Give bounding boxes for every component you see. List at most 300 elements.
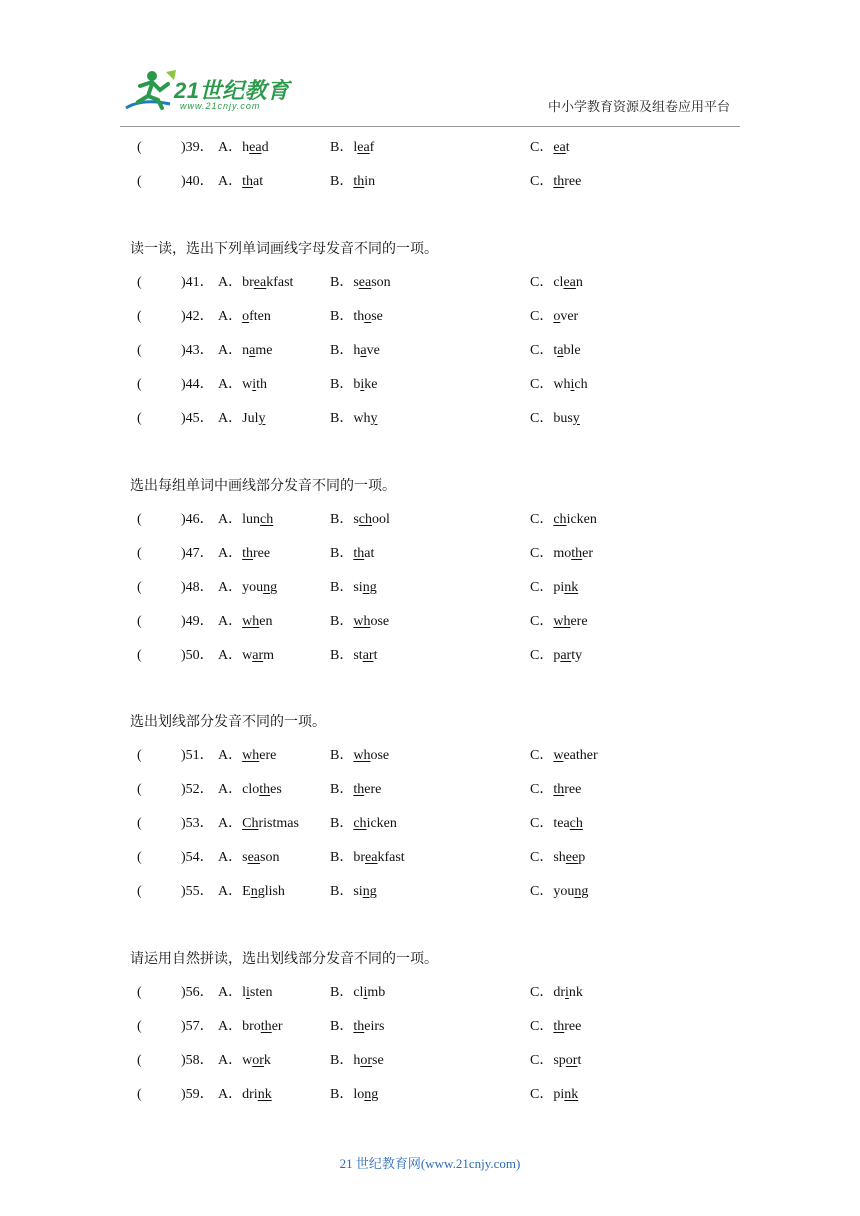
question-number: )44． [181, 377, 214, 392]
option-c [530, 305, 578, 329]
word-part: t [565, 140, 570, 155]
answer-blank[interactable]: ( [137, 512, 142, 527]
word-part: kfast [377, 850, 405, 865]
option-a [218, 136, 269, 160]
word-part: icken [366, 816, 397, 831]
underlined-letters: wh [242, 614, 260, 629]
word-part: l [242, 985, 247, 1000]
option-letter: B． [330, 140, 354, 155]
underlined-letters: ng [263, 580, 278, 595]
option-c [530, 170, 581, 194]
option-letter: C． [530, 275, 554, 290]
word-part: kfast [266, 275, 294, 290]
option-a [218, 812, 299, 836]
option-letter: A． [218, 309, 243, 324]
underlined-letters: i [360, 377, 365, 392]
underlined-letters: ch [260, 512, 274, 527]
word-part: en [259, 614, 273, 629]
option-a [218, 744, 276, 768]
word-part: b [353, 377, 361, 392]
underlined-letters: i [252, 377, 257, 392]
underlined-letters: ch [569, 816, 583, 831]
word-part: d [261, 140, 269, 155]
option-letter: A． [218, 377, 243, 392]
option-a [218, 846, 279, 870]
word-part: f [369, 140, 375, 155]
underlined-letters: th [553, 174, 565, 189]
option-a [218, 576, 277, 600]
answer-blank[interactable]: ( [137, 748, 142, 763]
word-part: bus [553, 411, 573, 426]
word-part: cl [553, 275, 564, 290]
answer-blank[interactable]: ( [137, 275, 142, 290]
option-letter: C． [530, 309, 554, 324]
underlined-letters: wh [553, 614, 571, 629]
answer-blank[interactable]: ( [137, 309, 142, 324]
word-part: w [242, 1053, 253, 1068]
underlined-letters: ea [357, 140, 370, 155]
underlined-letters: ng [364, 1087, 379, 1102]
question-number: )54． [181, 850, 214, 865]
word-part: er [582, 546, 594, 561]
word-part: w [242, 648, 253, 663]
underlined-letters: ea [563, 275, 576, 290]
underlined-letters: w [553, 748, 564, 763]
option-letter: C． [530, 884, 554, 899]
question-row [0, 508, 860, 532]
word-part: p [553, 648, 561, 663]
underlined-letters: th [353, 1019, 365, 1034]
question-number: )46． [181, 512, 214, 527]
answer-blank[interactable]: ( [137, 1087, 142, 1102]
word-part: eirs [364, 1019, 385, 1034]
option-letter: C． [530, 411, 554, 426]
word-part: Jul [242, 411, 259, 426]
word-part: lo [353, 1087, 365, 1102]
option-letter: A． [218, 748, 243, 763]
word-part: br [353, 850, 366, 865]
question-row [0, 1083, 860, 1107]
word-part: bro [242, 1019, 261, 1034]
question-row [0, 542, 860, 566]
option-letter: A． [218, 343, 243, 358]
option-c [530, 981, 583, 1005]
answer-blank[interactable]: ( [137, 1053, 142, 1068]
option-letter: A． [218, 174, 243, 189]
question-row [0, 610, 860, 634]
answer-blank[interactable]: ( [137, 850, 142, 865]
option-letter: B． [330, 748, 354, 763]
word-part: me [255, 343, 273, 358]
answer-blank[interactable]: ( [137, 546, 142, 561]
answer-blank[interactable]: ( [137, 884, 142, 899]
option-b [330, 271, 391, 295]
question-number: )56． [181, 985, 214, 1000]
underlined-letters: o [364, 309, 372, 324]
option-letter: C． [530, 512, 554, 527]
header-divider [120, 126, 740, 127]
underlined-letters: ea [553, 140, 566, 155]
answer-blank[interactable]: ( [137, 140, 142, 155]
option-letter: B． [330, 1019, 354, 1034]
option-c [530, 778, 581, 802]
word-part: ree [564, 174, 582, 189]
option-c [530, 407, 580, 431]
option-letter: B． [330, 884, 354, 899]
underlined-letters: ea [249, 140, 262, 155]
option-a [218, 1083, 272, 1107]
underlined-letters: i [570, 377, 575, 392]
option-a [218, 407, 265, 431]
question-number: )41． [181, 275, 214, 290]
question-number: )50． [181, 648, 214, 663]
word-part: at [364, 546, 375, 561]
question-number: )59． [181, 1087, 214, 1102]
underlined-letters: nk [564, 1087, 579, 1102]
logo-text: 21世纪教育 [174, 78, 290, 103]
option-letter: C． [530, 985, 554, 1000]
word-part: nk [568, 985, 583, 1000]
option-letter: B． [330, 816, 354, 831]
question-number: )45． [181, 411, 214, 426]
option-letter: A． [218, 884, 243, 899]
option-letter: C． [530, 816, 554, 831]
word-part: es [270, 782, 282, 797]
underlined-letters: ea [365, 850, 378, 865]
underlined-letters: nk [257, 1087, 272, 1102]
underlined-letters: th [353, 782, 365, 797]
option-letter: A． [218, 580, 243, 595]
option-letter: B． [330, 309, 354, 324]
underlined-letters: ch [353, 816, 367, 831]
underlined-letters: wh [353, 748, 371, 763]
word-part: clo [242, 782, 260, 797]
logo [122, 68, 292, 118]
option-b [330, 981, 385, 1005]
word-part: mb [367, 985, 386, 1000]
option-letter: B． [330, 275, 354, 290]
word-part: er [271, 1019, 283, 1034]
option-letter: C． [530, 546, 554, 561]
option-a [218, 542, 270, 566]
option-b [330, 644, 377, 668]
question-row [0, 373, 860, 397]
question-number: )48． [181, 580, 214, 595]
option-letter: C． [530, 748, 554, 763]
word-part: ree [564, 1019, 582, 1034]
option-letter: A． [218, 1053, 243, 1068]
underlined-letters: o [553, 309, 561, 324]
underlined-letters: ar [252, 648, 264, 663]
option-b [330, 305, 383, 329]
option-letter: A． [218, 275, 243, 290]
word-part: ch [574, 377, 588, 392]
option-b [330, 846, 405, 870]
option-c [530, 1049, 581, 1073]
question-number: )40． [181, 174, 214, 189]
word-part: pi [553, 1087, 565, 1102]
word-part: h [353, 1053, 361, 1068]
word-part: s [242, 850, 248, 865]
header-tagline: 中小学教育资源及组卷应用平台 [547, 99, 730, 114]
underlined-letters: th [571, 546, 583, 561]
option-a [218, 305, 271, 329]
word-part: E [242, 884, 251, 899]
option-a [218, 373, 267, 397]
option-b [330, 373, 377, 397]
footer: 21 世纪教育网(www.21cnjy.com) [339, 1156, 521, 1171]
option-c [530, 812, 583, 836]
underlined-letters: wh [242, 748, 260, 763]
underlined-letters: th [259, 782, 271, 797]
word-part: ften [249, 309, 271, 324]
answer-blank[interactable]: ( [137, 1019, 142, 1034]
option-letter: C． [530, 782, 554, 797]
question-row [0, 136, 860, 160]
option-letter: B． [330, 782, 354, 797]
option-a [218, 644, 274, 668]
answer-blank[interactable]: ( [137, 985, 142, 1000]
section-heading: 选出每组单词中画线部分发音不同的一项。 [130, 479, 396, 494]
underlined-letters: ar [560, 648, 572, 663]
word-part: n [575, 275, 583, 290]
option-letter: C． [530, 1053, 554, 1068]
word-part: ree [564, 782, 582, 797]
option-letter: C． [530, 377, 554, 392]
option-letter: B． [330, 512, 354, 527]
underlined-letters: or [360, 1053, 373, 1068]
word-part: s [353, 275, 359, 290]
word-part: lun [242, 512, 261, 527]
question-row [0, 846, 860, 870]
option-c [530, 1083, 578, 1107]
question-row [0, 778, 860, 802]
option-c [530, 542, 593, 566]
word-part: th [256, 377, 268, 392]
option-letter: C． [530, 343, 554, 358]
option-letter: B． [330, 614, 354, 629]
word-part: ere [364, 782, 382, 797]
word-part: ere [259, 748, 277, 763]
word-part: ve [366, 343, 380, 358]
word-part: ere [570, 614, 588, 629]
option-a [218, 1015, 283, 1039]
underlined-letters: i [363, 985, 368, 1000]
option-b [330, 542, 374, 566]
option-letter: A． [218, 816, 243, 831]
option-letter: B． [330, 850, 354, 865]
underlined-letters: ng [362, 580, 377, 595]
question-row [0, 812, 860, 836]
option-letter: C． [530, 140, 554, 155]
word-part: ristmas [258, 816, 299, 831]
underlined-letters: ea [253, 275, 267, 290]
word-part: sp [553, 1053, 566, 1068]
answer-blank[interactable]: ( [137, 174, 142, 189]
underlined-letters: ee [565, 850, 579, 865]
option-letter: A． [218, 614, 243, 629]
underlined-letters: th [353, 174, 365, 189]
word-part: k [263, 1053, 271, 1068]
answer-blank[interactable]: ( [137, 580, 142, 595]
underlined-letters: th [242, 174, 254, 189]
question-row [0, 1049, 860, 1073]
underlined-letters: ch [553, 512, 567, 527]
word-part: ke [364, 377, 378, 392]
option-letter: B． [330, 648, 354, 663]
option-letter: C． [530, 174, 554, 189]
word-part: son [371, 275, 391, 290]
option-b [330, 407, 377, 431]
option-letter: C． [530, 648, 554, 663]
option-b [330, 170, 375, 194]
word-part: t [553, 343, 558, 358]
option-c [530, 744, 598, 768]
underlined-letters: th [553, 782, 565, 797]
word-part: icken [566, 512, 597, 527]
option-a [218, 1049, 271, 1073]
answer-blank[interactable]: ( [137, 614, 142, 629]
option-letter: A． [218, 1087, 243, 1102]
underlined-letters: ar [362, 648, 374, 663]
option-letter: A． [218, 546, 243, 561]
word-part: ty [571, 648, 583, 663]
option-letter: A． [218, 1019, 243, 1034]
word-part: p [578, 850, 586, 865]
underlined-letters: th [242, 546, 254, 561]
question-row [0, 407, 860, 431]
answer-blank[interactable]: ( [137, 411, 142, 426]
word-part: eather [563, 748, 598, 763]
word-part: pi [553, 580, 565, 595]
option-letter: A． [218, 411, 243, 426]
question-row [0, 271, 860, 295]
word-part: cl [353, 985, 364, 1000]
option-c [530, 339, 581, 363]
underlined-letters: ng [250, 884, 265, 899]
option-letter: B． [330, 343, 354, 358]
word-part: at [253, 174, 264, 189]
word-part: lish [264, 884, 285, 899]
word-part: ool [372, 512, 390, 527]
word-part: se [372, 1053, 384, 1068]
answer-blank[interactable]: ( [137, 816, 142, 831]
option-b [330, 508, 390, 532]
option-letter: B． [330, 1087, 354, 1102]
word-part: l [353, 140, 358, 155]
underlined-letters: a [557, 343, 564, 358]
option-letter: C． [530, 850, 554, 865]
underlined-letters: y [370, 411, 378, 426]
question-number: )47． [181, 546, 214, 561]
option-c [530, 373, 588, 397]
question-number: )53． [181, 816, 214, 831]
underlined-letters: nk [564, 580, 579, 595]
option-a [218, 981, 272, 1005]
underlined-letters: ea [358, 275, 372, 290]
word-part: tea [553, 816, 570, 831]
question-row [0, 981, 860, 1005]
word-part: w [242, 377, 253, 392]
word-part: ble [563, 343, 581, 358]
answer-blank[interactable]: ( [137, 377, 142, 392]
word-part: in [364, 174, 376, 189]
word-part: you [242, 580, 264, 595]
option-letter: A． [218, 985, 243, 1000]
option-c [530, 880, 588, 904]
option-b [330, 1015, 384, 1039]
option-letter: A． [218, 512, 243, 527]
question-row [0, 305, 860, 329]
answer-blank[interactable]: ( [137, 343, 142, 358]
word-part: son [260, 850, 280, 865]
option-letter: A． [218, 140, 243, 155]
option-b [330, 880, 377, 904]
question-number: )51． [181, 748, 214, 763]
question-number: )57． [181, 1019, 214, 1034]
option-letter: C． [530, 580, 554, 595]
underlined-letters: Ch [242, 816, 259, 831]
underlined-letters: or [565, 1053, 578, 1068]
underlined-letters: or [252, 1053, 264, 1068]
option-c [530, 271, 583, 295]
option-c [530, 136, 570, 160]
underlined-letters: th [553, 1019, 565, 1034]
option-a [218, 339, 272, 363]
underlined-letters: ng [574, 884, 589, 899]
question-number: )49． [181, 614, 214, 629]
option-b [330, 1049, 384, 1073]
question-row [0, 644, 860, 668]
word-part: br [242, 275, 254, 290]
answer-blank[interactable]: ( [137, 782, 142, 797]
word-part: ose [370, 614, 390, 629]
underlined-letters: a [360, 343, 367, 358]
option-letter: B． [330, 985, 354, 1000]
option-letter: B． [330, 377, 354, 392]
option-b [330, 610, 389, 634]
word-part: sh [553, 850, 566, 865]
underlined-letters: o [242, 309, 250, 324]
option-c [530, 644, 582, 668]
underlined-letters: i [565, 985, 569, 1000]
word-part: wh [553, 377, 571, 392]
option-c [530, 1015, 581, 1039]
word-part: th [353, 309, 365, 324]
word-part: si [353, 580, 363, 595]
answer-blank[interactable]: ( [137, 648, 142, 663]
option-a [218, 610, 272, 634]
word-part: t [577, 1053, 582, 1068]
option-letter: C． [530, 614, 554, 629]
option-letter: C． [530, 1087, 554, 1102]
section-heading: 请运用自然拼读，选出划线部分发音不同的一项。 [130, 952, 438, 967]
underlined-letters: th [353, 546, 365, 561]
option-letter: B． [330, 546, 354, 561]
question-number: )55． [181, 884, 214, 899]
option-b [330, 1083, 378, 1107]
word-part: h [242, 140, 250, 155]
underlined-letters: y [258, 411, 266, 426]
word-part: dr [553, 985, 566, 1000]
underlined-letters: ea [247, 850, 261, 865]
option-a [218, 271, 293, 295]
underlined-letters: y [572, 411, 580, 426]
option-letter: B． [330, 1053, 354, 1068]
option-letter: A． [218, 850, 243, 865]
option-letter: B． [330, 411, 354, 426]
option-letter: A． [218, 648, 243, 663]
